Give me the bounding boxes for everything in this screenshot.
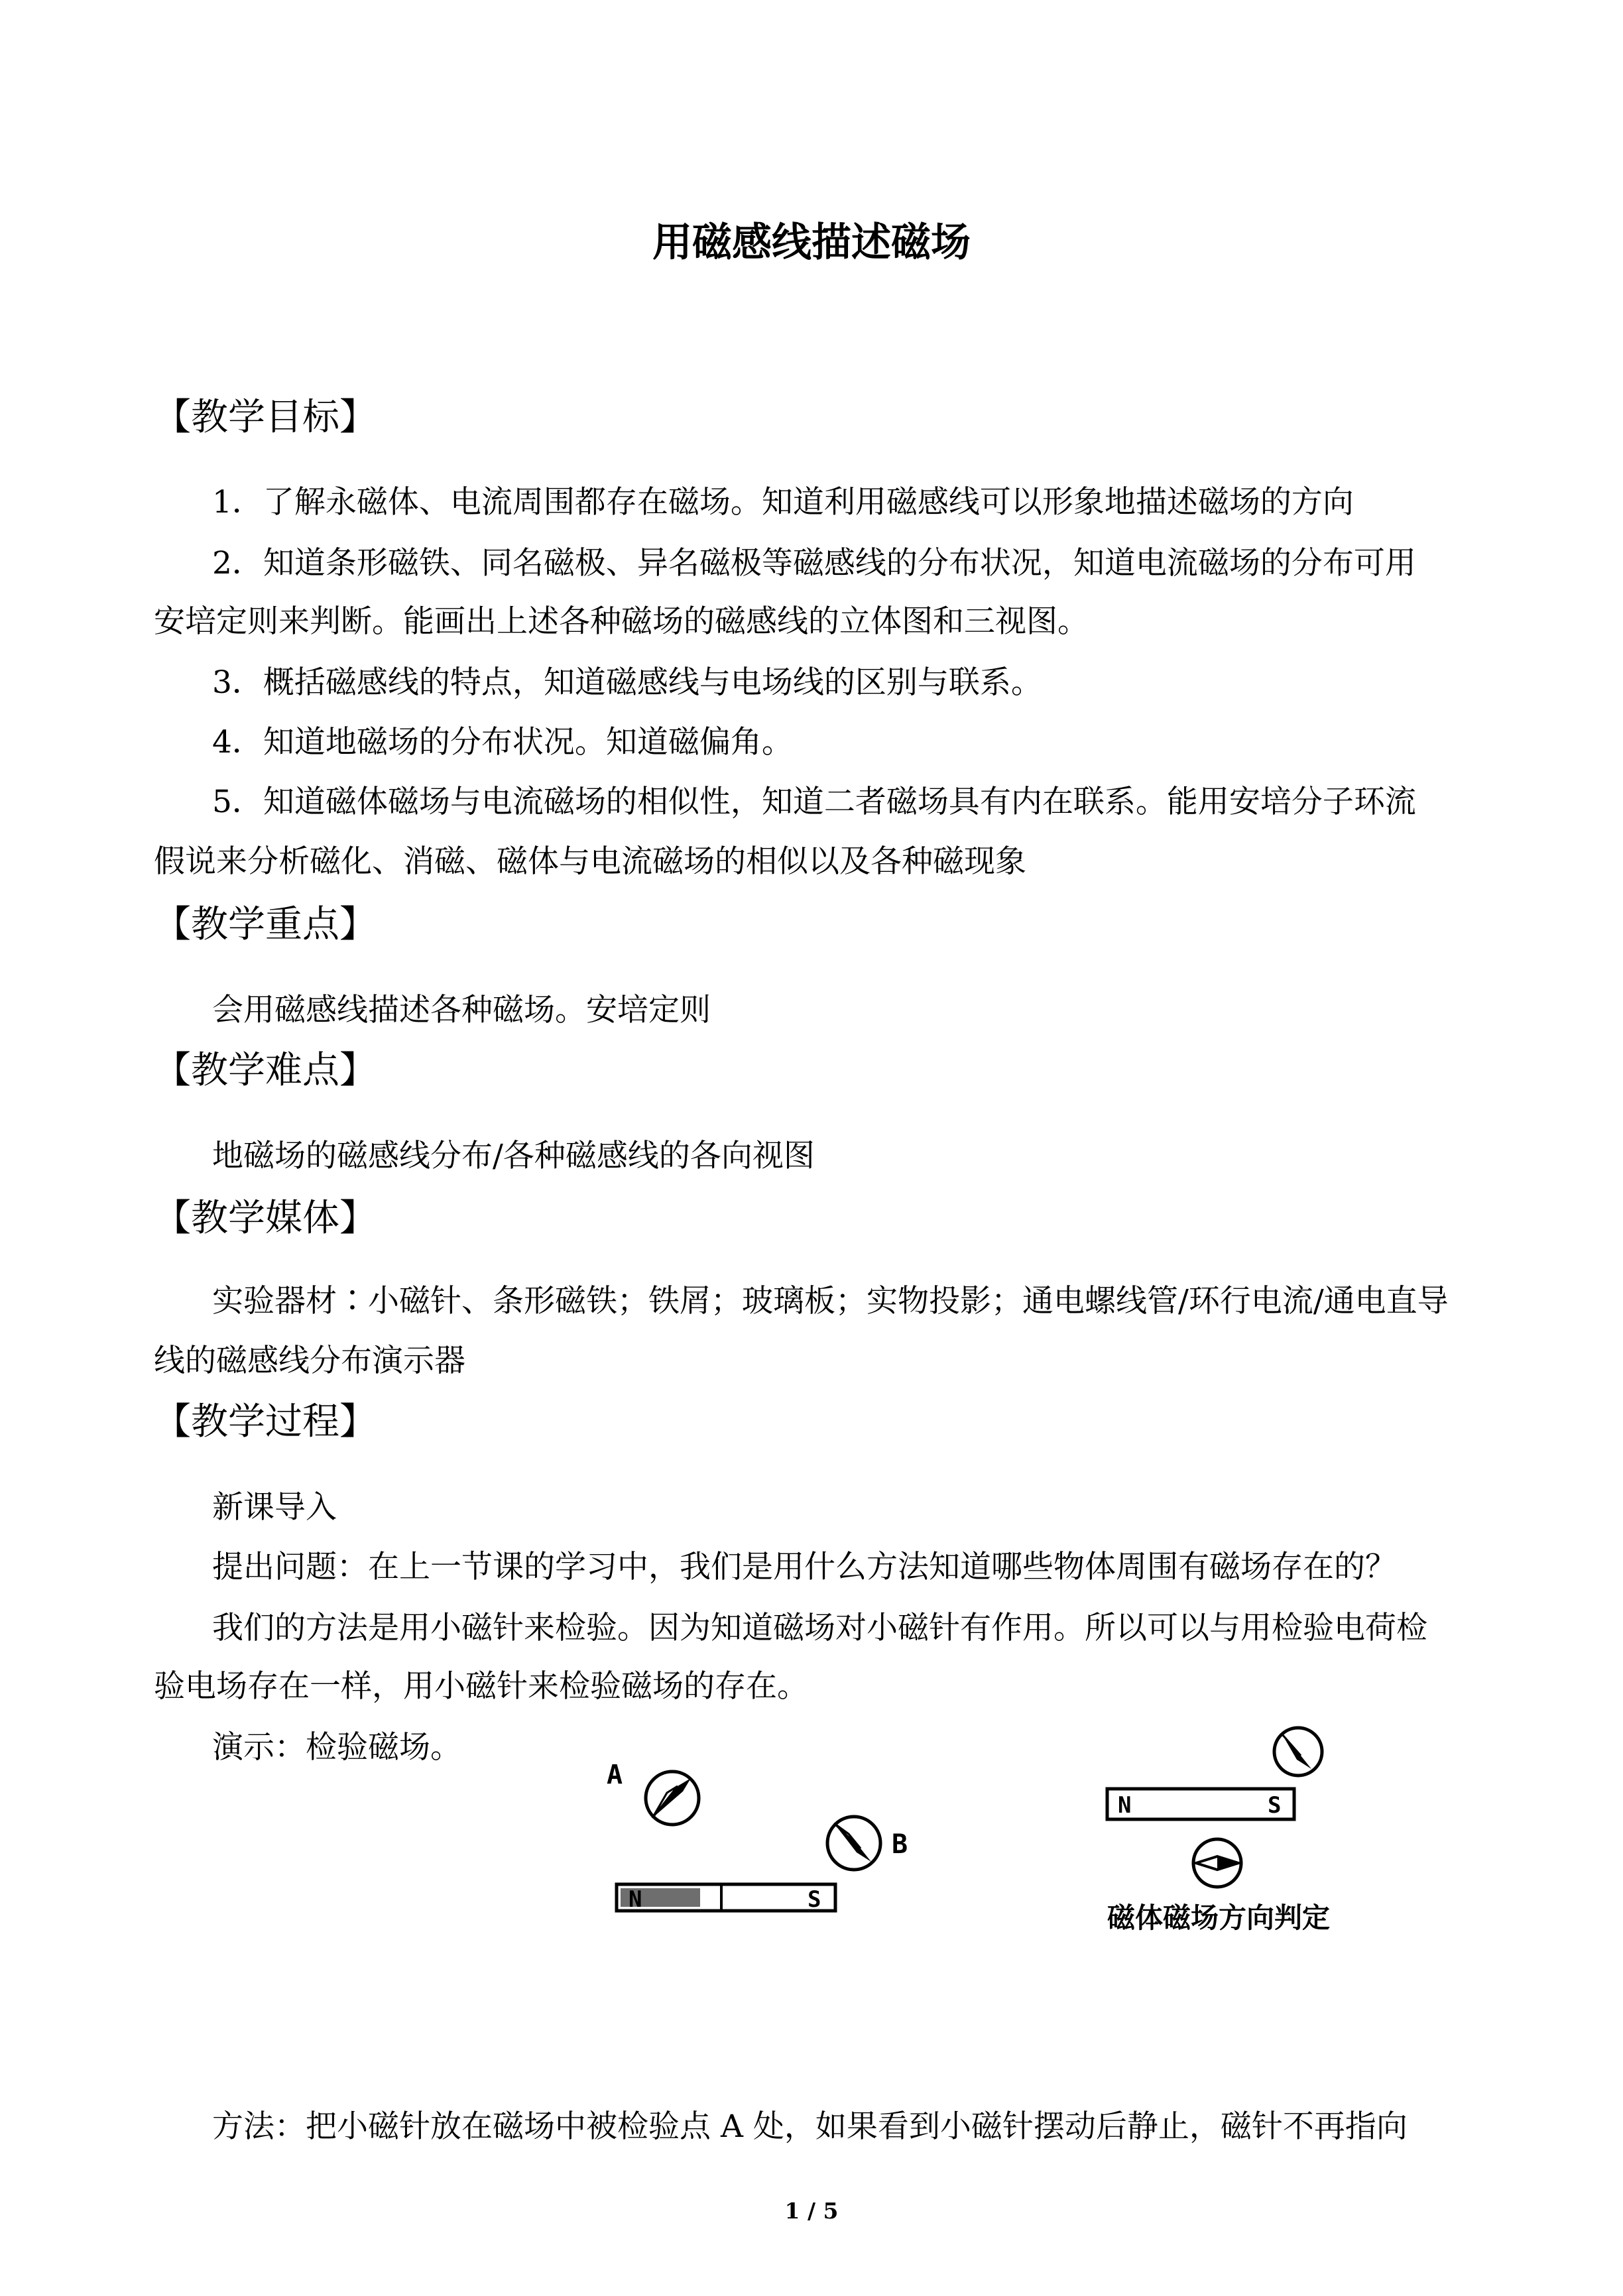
magnet-2-south: S <box>1268 1792 1282 1819</box>
page-number: 1 / 5 <box>784 2198 839 2224</box>
magnet-1-north: N <box>629 1886 642 1913</box>
key-points-text: 会用磁感线描述各种磁场。安培定则 <box>212 992 711 1028</box>
section-heading-process: 【教学过程】 <box>154 1400 377 1443</box>
magnet-1-south: S <box>808 1886 821 1913</box>
objective-item-1: 1．了解永磁体、电流周围都存在磁场。知道利用磁感线可以形象地描述磁场的方向 <box>212 484 1354 520</box>
compass-b-icon <box>827 1817 880 1870</box>
section-heading-key-points: 【教学重点】 <box>154 903 377 946</box>
objective-item-2: 2．知道条形磁铁、同名磁极、异名磁极等磁感线的分布状况，知道电流磁场的分布可用 <box>212 545 1416 581</box>
section-heading-media: 【教学媒体】 <box>154 1197 377 1240</box>
objective-item-2-cont: 安培定则来判断。能画出上述各种磁场的磁感线的立体图和三视图。 <box>154 603 1089 640</box>
section-heading-objectives: 【教学目标】 <box>154 396 377 439</box>
magnet-2-north: N <box>1118 1792 1132 1819</box>
process-method: 方法：把小磁针放在磁场中被检验点 A 处，如果看到小磁针摆动后静止，磁针不再指向 <box>212 2108 1408 2145</box>
compass-top-icon <box>1274 1728 1322 1776</box>
process-answer-cont: 验电场存在一样，用小磁针来检验磁场的存在。 <box>154 1668 808 1705</box>
bar-magnet-1 <box>617 1884 835 1913</box>
media-text: 实验器材∶小磁针、条形磁铁；铁屑；玻璃板；实物投影；通电螺线管/环行电流/通电直导 <box>212 1283 1449 1319</box>
page-title: 用磁感线描述磁场 <box>652 219 971 266</box>
bar-magnet-2 <box>1107 1789 1294 1819</box>
label-point-a: A <box>607 1760 623 1790</box>
media-text-cont: 线的磁感线分布演示器 <box>154 1343 465 1379</box>
process-answer: 我们的方法是用小磁针来检验。因为知道磁场对小磁针有作用。所以可以与用检验电荷检 <box>212 1610 1427 1646</box>
objective-item-5: 5．知道磁体磁场与电流磁场的相似性，知道二者磁场具有内在联系。能用安培分子环流 <box>212 784 1416 820</box>
section-heading-difficulties: 【教学难点】 <box>154 1049 377 1092</box>
objective-item-3: 3．概括磁感线的特点，知道磁感线与电场线的区别与联系。 <box>212 664 1042 701</box>
difficulties-text: 地磁场的磁感线分布/各种磁感线的各向视图 <box>212 1138 815 1174</box>
process-intro: 新课导入 <box>212 1489 337 1526</box>
objective-item-5-cont: 假说来分析磁化、消磁、磁体与电流磁场的相似以及各种磁现象 <box>154 843 1026 880</box>
figure-caption: 磁体磁场方向判定 <box>1107 1902 1331 1934</box>
process-question: 提出问题：在上一节课的学习中，我们是用什么方法知道哪些物体周围有磁场存在的？ <box>212 1549 1396 1585</box>
label-point-b: B <box>892 1829 908 1860</box>
compass-a-icon <box>646 1772 699 1825</box>
objective-item-4: 4．知道地磁场的分布状况。知道磁偏角。 <box>212 724 793 760</box>
compass-bottom-icon <box>1193 1839 1241 1887</box>
process-demo: 演示：检验磁场。 <box>212 1729 461 1766</box>
